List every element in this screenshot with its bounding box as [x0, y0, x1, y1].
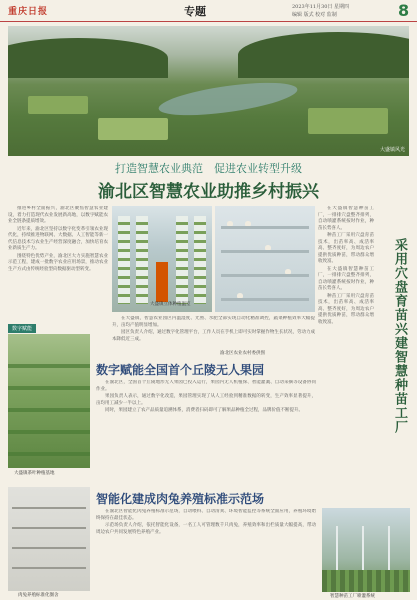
- mid-text: [112, 316, 315, 356]
- sprinkler-photo: [322, 508, 410, 592]
- masthead: [0, 0, 417, 22]
- tea-caption: 大盛镇茶叶种植基地: [14, 471, 55, 476]
- paragraph: 在大盛镇智慧种苗工厂，一排排穴盘整齐排列，自动喷灌系统按时作业，种苗长势喜人。: [318, 206, 374, 231]
- paragraph: 在大盛镇智慧种苗工厂，一排排穴盘整齐排列，自动喷灌系统按时作业，种苗长势喜人。: [318, 266, 374, 291]
- editor-line: 编辑 版式 校对 监制: [292, 12, 337, 18]
- paragraph: 在大盛镇，智慧农业园区内温湿度、光照、水肥全部实现自动化精准调控，蔬菜种植效率大幅提升，亩均产值明显增加。: [112, 316, 315, 328]
- rabbit-farm-photo: [8, 487, 90, 591]
- greenhouse-photo: [112, 206, 212, 312]
- lead-text: [8, 206, 108, 316]
- hero-photo: [8, 26, 409, 156]
- paragraph: 园区负责人介绍，通过数字化管理平台，工作人员在手机上即可实时掌握作物生长状况，劳动力成本降低近三成。: [112, 330, 315, 342]
- kicker: 打造智慧农业典范 促进农业转型升级: [115, 162, 302, 175]
- tea-plantation-photo: [8, 334, 90, 468]
- greenhouse-caption: 大盛镇立体种植温室: [150, 302, 191, 307]
- paragraph: 种苗工厂采用穴盘育苗技术，出苗率高、成活率高、整齐度好，为周边农户提供优质种苗，带动群众增收致富。: [318, 233, 374, 264]
- paragraph: 同时，果园建立了农产品质量追溯体系，消费者扫码即可了解果品种植全过程，品牌价值不断提升。: [105, 408, 303, 413]
- sprinkler-caption: 智慧种苗工厂喷灌系统: [330, 594, 375, 599]
- section-two-title: 智能化建成肉兔养殖标准示范场: [96, 492, 265, 506]
- paragraph: 在渝北区智能化肉兔养殖标准示范场，自动喂料、自动清粪、环境智能监控等系统全面应用，养殖环境始终保持在最佳状态。: [96, 509, 316, 521]
- paragraph: 在渝北区，全国首个丘陵地形无人果园已投入运行，果园内无人机植保、智能灌溉、自动采摘等设备协同作业。: [96, 380, 316, 392]
- byline: 渝北区农业农村委供图: [220, 351, 265, 356]
- paper-name: 重庆日报: [8, 7, 49, 17]
- paragraph: 种苗工厂采用穴盘育苗技术，出苗率高、成活率高、整齐度好，为周边农户提供优质种苗，带动群众增收致富。: [318, 293, 374, 325]
- paragraph: 近年来，渝北区坚持以数字化变革引领农业现代化，持续推进物联网、大数据、人工智能等新一代信息技术与农业生产经营深度融合，加快培育农业新质生产力。: [8, 226, 108, 251]
- paragraph: 推进乡村全面振兴，渝北区聚焦智慧农业建设，着力打造现代农业发展新高地，以数字赋能农业全链条提质增效。: [8, 206, 108, 224]
- page-number: 8: [398, 1, 410, 20]
- section-tag: 数字赋能: [8, 324, 36, 333]
- hero-caption: 大盛镇风光: [379, 147, 405, 153]
- sidebar-title: 采用穴盘育苗兴建智慧种苗工厂: [392, 238, 407, 434]
- seedling-photo: [215, 206, 315, 312]
- paragraph: 果园负责人表示，通过数字化改造，果园管理实现了从人工经验到精准数据的转变，生产效率显著提升，亩均用工减少一半以上。: [96, 394, 316, 406]
- sidebar-text: [318, 206, 374, 504]
- issue-date: 2023年11月30日 星期四: [292, 4, 350, 10]
- headline: 渝北区智慧农业助推乡村振兴: [98, 182, 319, 202]
- section-two-text: [96, 509, 316, 593]
- section-name: 专题: [184, 5, 206, 18]
- paragraph: 围绕特色优势产业，渝北区大力实施智慧农业示范工程，建成一批数字农业应用场景，推动农业生产方式由传统经验型向数据驱动型转变。: [8, 253, 108, 272]
- rabbit-farm-caption: 肉兔养殖标准化圈舍: [18, 593, 59, 598]
- section-one-title: 数字赋能全国首个丘陵无人果园: [96, 363, 265, 377]
- section-one-text: [96, 380, 316, 490]
- paragraph: 示范场负责人介绍，依托智能化设备，一名工人可管理数千只肉兔，养殖效率和出栏质量大幅提高，带动周边农户共同发展特色养殖产业。: [96, 523, 316, 535]
